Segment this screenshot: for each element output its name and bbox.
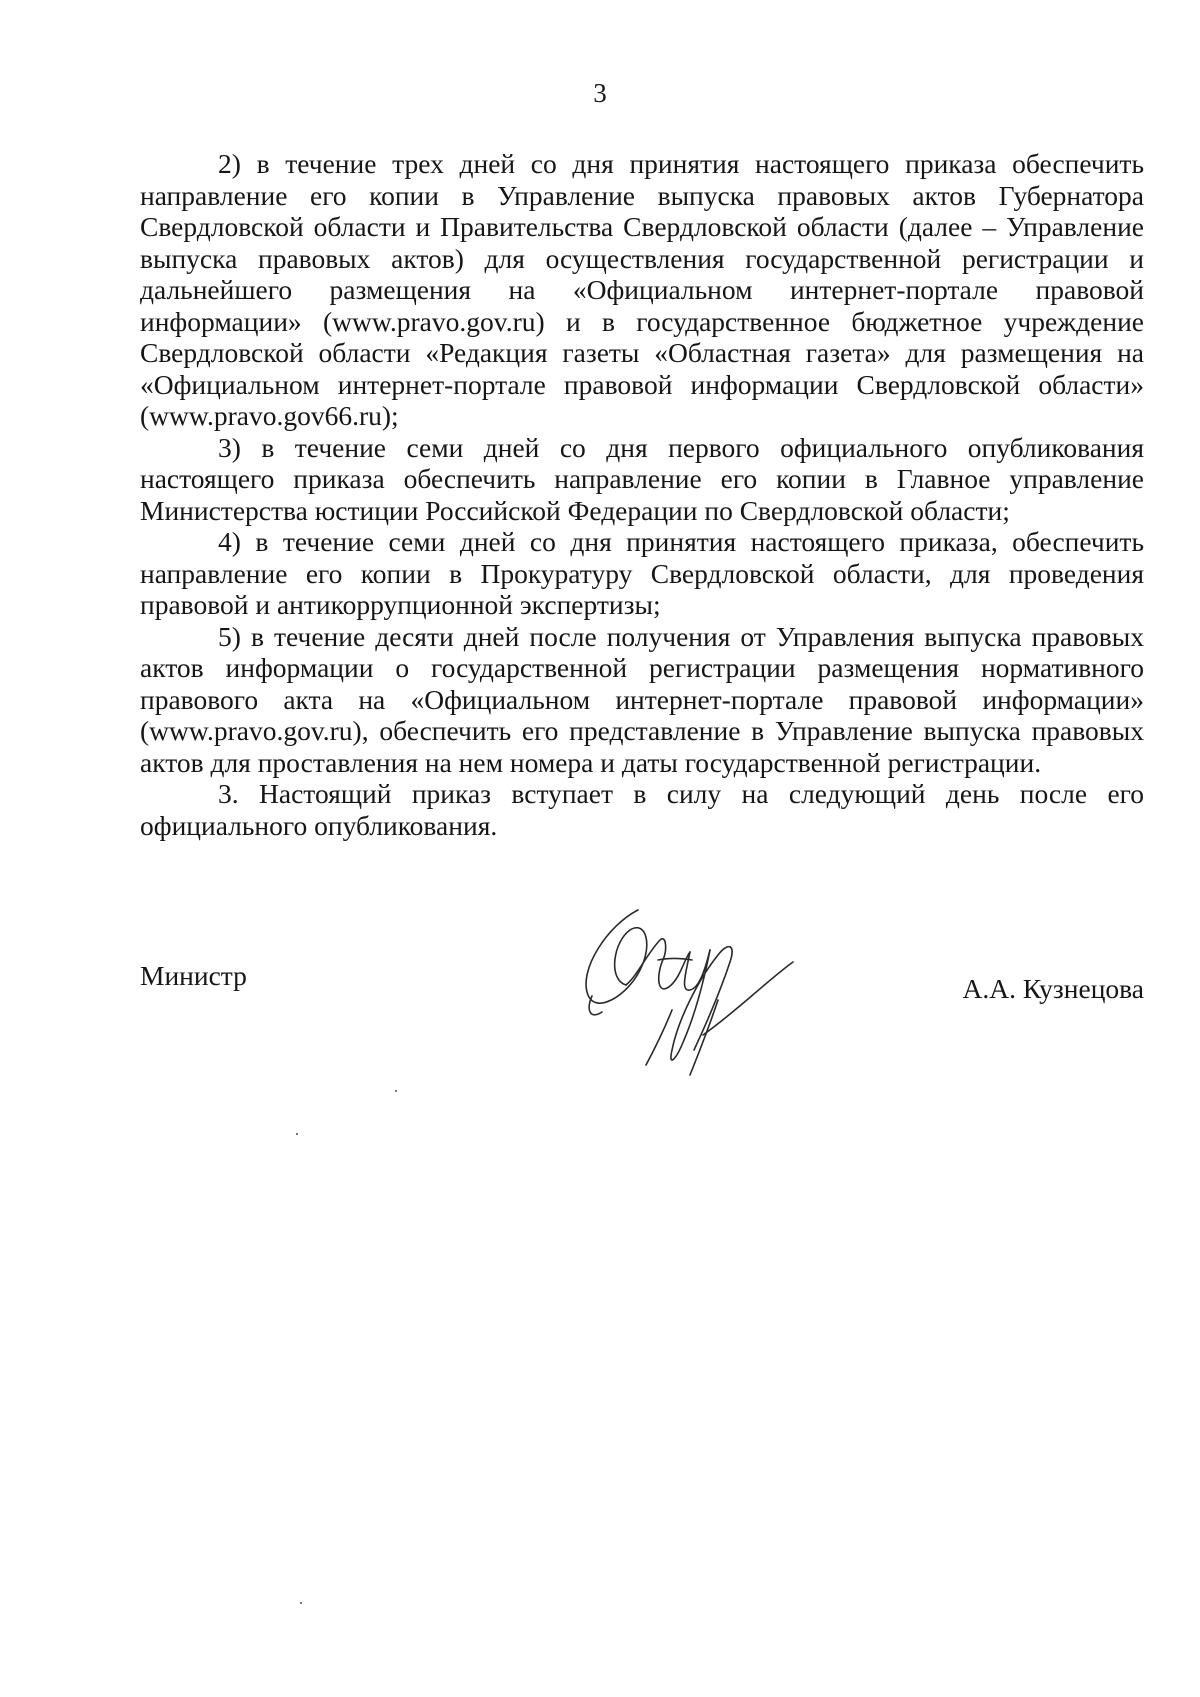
paragraph-effective-date: 3. Настоящий приказ вступает в силу на следующий день после его официального опубликования. bbox=[140, 778, 1144, 841]
scan-speck bbox=[296, 1133, 298, 1135]
document-body bbox=[140, 148, 1144, 841]
signer-title: Министр bbox=[140, 960, 247, 991]
scan-speck bbox=[395, 1090, 397, 1092]
handwritten-signature bbox=[568, 900, 808, 1100]
paragraph-item-4: 4) в течение семи дней со дня принятия настоящего приказа, обеспечить направление его копии в Прокуратуру Свердловской области, для проведения правовой и антикоррупционной экспертизы; bbox=[140, 526, 1144, 620]
scan-speck bbox=[300, 1602, 302, 1604]
signature-block bbox=[140, 900, 1144, 1100]
paragraph-item-3: 3) в течение семи дней со дня первого официального опубликования настоящего приказа обеспечить направление его копии в Главное управление Министерства юстиции Российской Федерации по Свердловской области; bbox=[140, 431, 1144, 526]
signer-name: А.А. Кузнецова bbox=[962, 973, 1144, 1004]
paragraph-item-5: 5) в течение десяти дней после получения от Управления выпуска правовых актов информации о государственной регистрации размещения нормативного правового акта на «Официальном интернет-портале правовой информации» (www.pravo.gov.ru), обеспечить его представление в Управление выпуска правовых актов для проставления на нем номера и даты государственной регистрации. bbox=[140, 620, 1144, 778]
page-number: 3 bbox=[593, 78, 607, 108]
paragraph-item-2: 2) в течение трех дней со дня принятия настоящего приказа обеспечить направление его копии в Управление выпуска правовых актов Губернатора Свердловской области и Правительства Свердловской области (далее – Управление выпуска правовых актов) для осуществления государственной регистрации и дальнейшего размещения на «Официальном интернет-портале правовой информации» (www.pravo.gov.ru) и в государственное бюджетное учреждение Свердловской области «Редакция газеты «Областная газета» для размещения на «Официальном интернет-портале правовой информации Свердловской области» (www.pravo.gov66.ru); bbox=[140, 148, 1144, 431]
